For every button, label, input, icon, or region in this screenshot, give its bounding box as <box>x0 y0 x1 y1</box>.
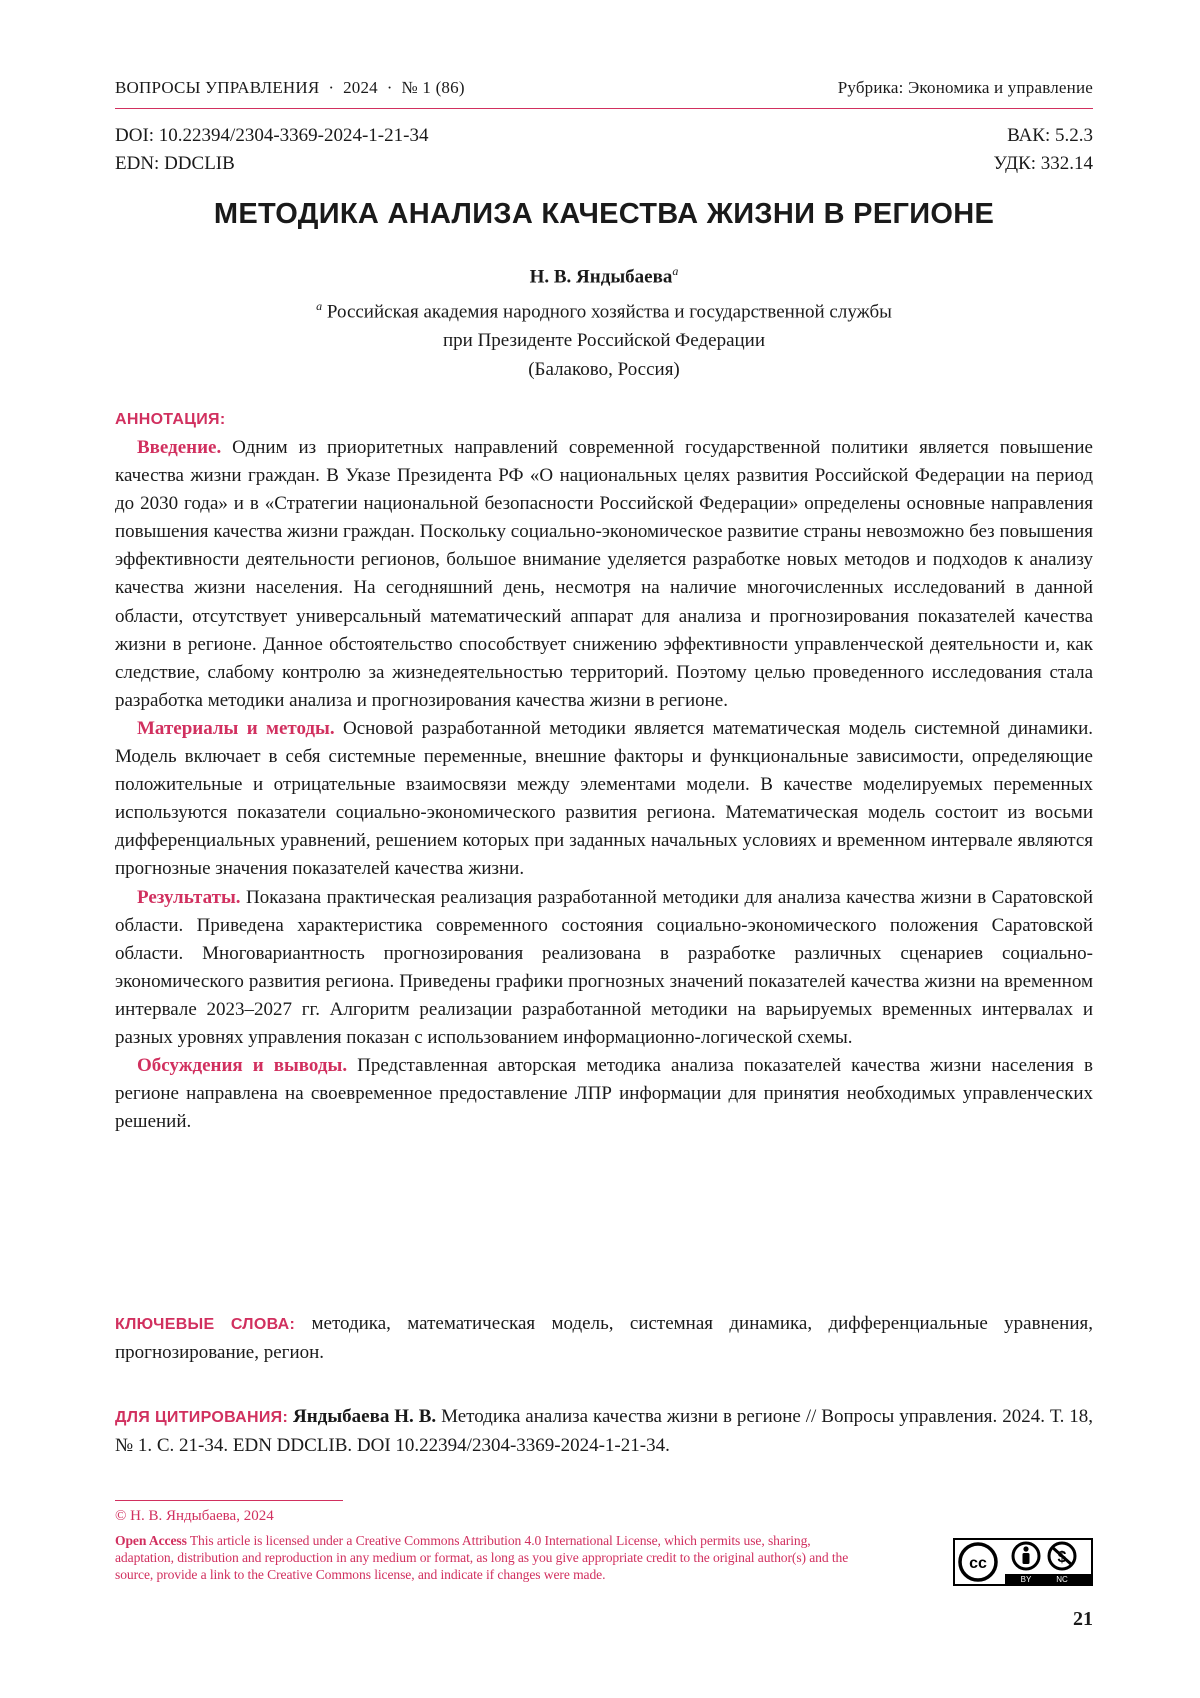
article-identifiers <box>115 122 1093 178</box>
udk-label: УДК: 332.14 <box>994 150 1093 178</box>
section-lead-methods: Материалы и методы. <box>137 718 335 739</box>
license-notice <box>115 1532 865 1583</box>
abstract-body <box>115 434 1093 1136</box>
cc-by-nc-badge[interactable] <box>953 1538 1093 1586</box>
keywords-text: методика, математическая модель, системная динамика, дифференциальные уравнения, прогнозирование, регион. <box>115 1313 1093 1363</box>
cc-license-icon <box>953 1538 1093 1586</box>
copyright-notice: © Н. В. Яндыбаева, 2024 <box>115 1508 274 1525</box>
abstract-heading: АННОТАЦИЯ: <box>115 411 225 429</box>
section-lead-results: Результаты. <box>137 887 241 908</box>
doi-label: DOI: 10.22394/2304-3369-2024-1-21-34 <box>115 122 428 150</box>
article-page <box>115 0 1093 1698</box>
abstract-results: Результаты. Показана практическая реализация разработанной методики для анализа качества жизни в Саратовской области. Приведена характеристика современного состояния социально-экономического положения Саратовской области. Многовариантность прогнозирования реализована в разработке различных сценариев социально-экономического развития региона. Приведены графики прогнозных значений показателей качества жизни на временном интервале 2023–2027 гг. Алгоритм реализации разработанной методики на варьируемых временных интервалах и разных уровнях управления показан с использованием информационно-логической схемы. <box>115 884 1093 1053</box>
keywords <box>115 1310 1093 1367</box>
citation-text: Методика анализа качества жизни в регионе // Вопросы управления. 2024. Т. 18, № 1. С. 21-34. EDN DDCLIB. DOI 10.22394/2304-3369-2024-1-21-34. <box>115 1406 1093 1456</box>
section-lead-discussion: Обсуждения и выводы. <box>137 1055 347 1076</box>
license-text: This article is licensed under a Creative Commons Attribution 4.0 International License, which permits use, sharing, adaptation, distribution and reproduction in any medium or format, as long as you give appropriate credit to the original author(s) and the source, provide a link to the Creative Commons license, and indicate if changes were made. <box>115 1533 848 1582</box>
edn-label: EDN: DDCLIB <box>115 150 235 178</box>
open-access-label: Open Access <box>115 1533 187 1548</box>
affiliation <box>115 292 1093 384</box>
author-line <box>115 264 1093 288</box>
citation <box>115 1403 1093 1460</box>
author-affiliation-mark: a <box>672 264 678 278</box>
header-divider <box>115 108 1093 109</box>
abstract-introduction: Введение. Одним из приоритетных направлений современной государственной политики является повышение качества жизни граждан. В Указе Президента РФ «О национальных целях развития Российской Федерации на период до 2030 года» и в «Стратегии национальной безопасности Российской Федерации» определены основные направления повышения качества жизни граждан. Поскольку социально-экономическое развитие страны невозможно без повышения эффективности деятельности регионов, большое внимание уделяется разработке новых методов и подходов к анализу качества жизни населения. На сегодняшний день, несмотря на наличие многочисленных исследований в данной области, отсутствует универсальный математический аппарат для анализа и прогнозирования показателей качества жизни в регионе. Данное обстоятельство способствует снижению эффективности управленческой деятельности и, как следствие, слабому контролю за жизнедеятельностью территорий. Поэтому целью проведенного исследования стала разработка методики анализа и прогнозирования качества жизни в регионе. <box>115 434 1093 715</box>
svg-text:cc: cc <box>969 1555 987 1572</box>
vak-label: ВАК: 5.2.3 <box>1007 122 1093 150</box>
section-lead-introduction: Введение. <box>137 437 221 458</box>
citation-author: Яндыбаева Н. В. <box>288 1406 436 1427</box>
cc-by-text: BY <box>1021 1575 1032 1584</box>
author-name: Н. В. Яндыбаева <box>530 266 673 287</box>
affiliation-line-2: при Президенте Российской Федерации <box>115 326 1093 355</box>
abstract-discussion: Обсуждения и выводы. Представленная авторская методика анализа показателей качества жизни населения в регионе направлена на своевременное предоставление ЛПР информации для принятия необходимых управленческих решений. <box>115 1052 1093 1136</box>
affiliation-mark: a <box>316 299 322 313</box>
journal-header: ВОПРОСЫ УПРАВЛЕНИЯ · 2024 · № 1 (86) <box>115 78 465 98</box>
abstract-methods: Материалы и методы. Основой разработанной методики является математическая модель системной динамики. Модель включает в себя системные переменные, внешние факторы и функциональные зависимости, определяющие положительные и отрицательные взаимосвязи между элементами модели. В качестве моделируемых переменных используются показатели социально-экономического развития региона. Математическая модель состоит из восьми дифференциальных уравнений, решением которых при заданных начальных условиях и временном интервале являются прогнозные значения показателей качества жизни. <box>115 715 1093 884</box>
citation-heading: ДЛЯ ЦИТИРОВАНИЯ: <box>115 1409 288 1426</box>
keywords-heading: КЛЮЧЕВЫЕ СЛОВА: <box>115 1316 295 1333</box>
affiliation-line-1: Российская академия народного хозяйства и государственной службы <box>327 301 892 322</box>
footnote-divider <box>115 1500 343 1501</box>
affiliation-line-3: (Балаково, Россия) <box>115 355 1093 384</box>
rubric-header: Рубрика: Экономика и управление <box>838 78 1093 98</box>
running-header <box>115 78 1093 98</box>
cc-nc-text: NC <box>1056 1575 1068 1584</box>
article-title: МЕТОДИКА АНАЛИЗА КАЧЕСТВА ЖИЗНИ В РЕГИОНЕ <box>115 198 1093 231</box>
page-number: 21 <box>1073 1608 1093 1631</box>
